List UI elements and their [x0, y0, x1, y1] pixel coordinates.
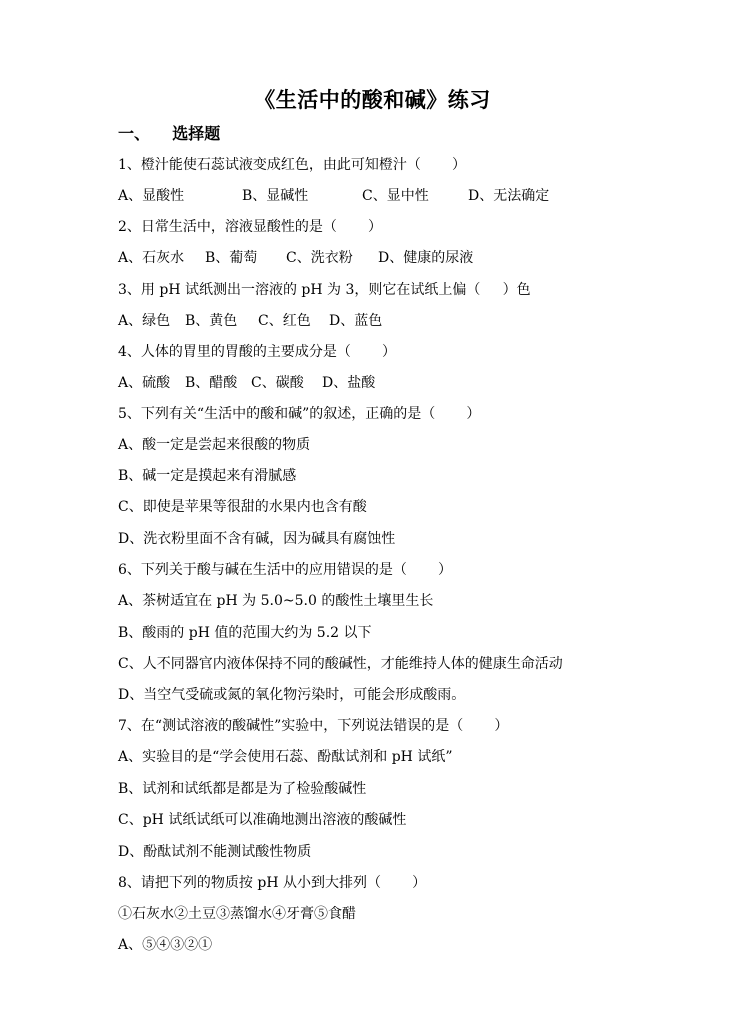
question-5-stem: 5、下列有关“生活中的酸和碱”的叙述，正确的是（ ）: [118, 406, 481, 422]
question-2-option-a: A、石灰水: [118, 250, 185, 266]
question-8-items: ①石灰水②土豆③蒸馏水④牙膏⑤食醋: [118, 906, 356, 922]
section-heading: 一、 选择题: [118, 124, 221, 143]
question-7-stem: 7、在“测试溶液的酸碱性”实验中，下列说法错误的是（ ）: [118, 718, 509, 734]
question-5-option-d: D、洗衣粉里面不含有碱，因为碱具有腐蚀性: [118, 531, 396, 547]
question-6-option-c: C、人不同器官内液体保持不同的酸碱性，才能维持人体的健康生命活动: [118, 656, 563, 672]
question-3-option-c: C、红色: [258, 313, 311, 329]
question-3-stem: 3、用 pH 试纸测出一溶液的 pH 为 3，则它在试纸上偏（ ）色: [118, 282, 531, 298]
question-3-option-a: A、绿色: [118, 313, 171, 329]
question-1-stem: 1、橙汁能使石蕊试液变成红色，由此可知橙汁（ ）: [118, 157, 467, 173]
question-7-option-a: A、实验目的是“学会使用石蕊、酚酞试剂和 pH 试纸”: [118, 749, 453, 765]
question-6-option-a: A、茶树适宜在 pH 为 5.0~5.0 的酸性土壤里生长: [118, 593, 434, 609]
question-8-stem: 8、请把下列的物质按 pH 从小到大排列（ ）: [118, 875, 427, 891]
question-1-option-b: B、显碱性: [242, 188, 309, 204]
question-4-option-b: B、醋酸: [185, 375, 238, 391]
question-1-option-d: D、无法确定: [468, 188, 550, 204]
question-7-option-d: D、酚酞试剂不能测试酸性物质: [118, 844, 312, 860]
question-5-option-c: C、即使是苹果等很甜的水果内也含有酸: [118, 499, 367, 515]
question-2-stem: 2、日常生活中，溶液显酸性的是（ ）: [118, 219, 383, 235]
page-title: 《生活中的酸和碱》练习: [254, 87, 491, 112]
question-7-option-c: C、pH 试纸试纸可以准确地测出溶液的酸碱性: [118, 812, 407, 828]
question-3-option-b: B、黄色: [185, 313, 238, 329]
question-1-option-c: C、显中性: [362, 188, 429, 204]
question-5-option-a: A、酸一定是尝起来很酸的物质: [118, 437, 311, 453]
question-2-option-d: D、健康的尿液: [378, 250, 474, 266]
question-6-option-b: B、酸雨的 pH 值的范围大约为 5.2 以下: [118, 625, 372, 641]
question-3-option-d: D、蓝色: [329, 313, 383, 329]
question-4-option-c: C、碳酸: [251, 375, 304, 391]
question-7-option-b: B、试剂和试纸都是都是为了检验酸碱性: [118, 781, 367, 797]
question-1-option-a: A、显酸性: [118, 188, 185, 204]
question-5-option-b: B、碱一定是摸起来有滑腻感: [118, 468, 297, 484]
question-2-option-b: B、葡萄: [205, 250, 258, 266]
question-4-stem: 4、人体的胃里的胃酸的主要成分是（ ）: [118, 344, 397, 360]
question-8-option-a: A、⑤④③②①: [118, 937, 213, 953]
question-6-stem: 6、下列关于酸与碱在生活中的应用错误的是（ ）: [118, 562, 453, 578]
question-2-option-c: C、洗衣粉: [286, 250, 353, 266]
question-4-option-d: D、盐酸: [322, 375, 376, 391]
question-6-option-d: D、当空气受硫或氮的氧化物污染时，可能会形成酸雨。: [118, 687, 466, 703]
question-4-option-a: A、硫酸: [118, 375, 171, 391]
